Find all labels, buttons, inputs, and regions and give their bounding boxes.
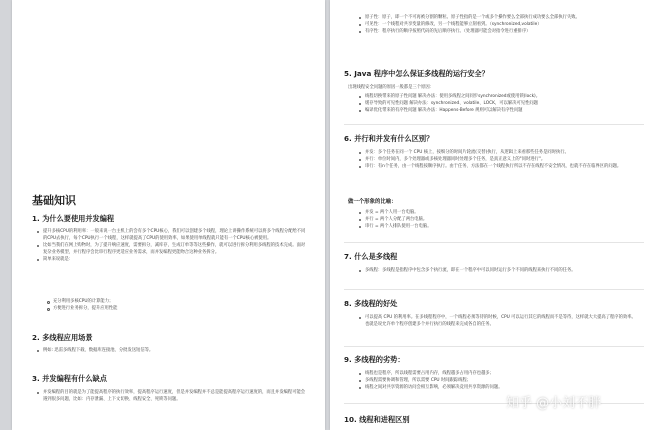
list-item: 例如: 迅雷多线程下载、数据库连接池、分批发送短信等。 [36,347,308,354]
section-heading-5: 5. Java 程序中怎么保证多线程的运行安全？ [344,69,489,78]
divider [344,289,644,290]
section-3-list [36,389,308,403]
list-item: 串行 = 两个人排队使用一台电脑。 [358,223,640,230]
right-page [330,0,661,430]
section-7-list [358,267,640,274]
list-item: 编译优化带来的有序性问题 解决办法：Happens-Before 规则可以解决有序性问题 [358,107,640,114]
watermark: 知乎 @小刘不胖 [506,396,602,411]
section-heading-8: 8. 多线程的好处 [344,299,398,308]
list-item: 并发：多个任务在同一个 CPU 核上，按细分的时间片轮流(交替)执行，从逻辑上来看那些任务是同时执行。 [358,149,640,156]
list-item: 并行 = 两个人分配了两台电脑。 [358,216,640,223]
list-item: 可以提高 CPU 的利用率。在多线程程序中，一个线程必须等待的时候，CPU 可以运行其它的线程而不是等待，这样就大大提高了程序的效率。也就是说允许单个程序创建多个并行执行的线程来完成各自的任务。 [358,314,640,328]
list-item: 并行：单位时间内，多个处理器或多核处理器同时处理多个任务，是真正意义上的"同时进行"。 [358,156,640,163]
section-1-sublist [46,298,296,312]
section-1-list [36,228,308,263]
section-9-list [358,370,640,391]
section-heading-2: 2. 多线程应用场景 [32,333,93,342]
top-list [358,14,640,35]
section-heading-3: 3. 并发编程有什么缺点 [32,374,107,383]
list-item: 线程之间对共享资源的访问会相互影响，必须解决竞用共享资源的问题。 [358,384,640,391]
list-item: 简单来说就是： [36,256,308,263]
list-item: 多线程需要协调和管理，所以需要 CPU 时间跟踪线程； [358,377,640,384]
divider [344,124,644,125]
left-page [12,0,325,430]
section-2-list [36,347,308,354]
analogy-list [358,209,640,230]
page-title: 基础知识 [32,194,76,207]
list-item: 线程切换带来的原子性问题 解决办法：使用多线程之间同步synchronized或使用锁(lock)。 [358,93,640,100]
section-6-list [358,149,640,170]
list-item: 有序性：程序执行的顺序按照代码的先后顺序执行。（处理器可能会对指令进行重排序） [358,28,640,35]
list-item: 充分利用多核CPU的计算能力； [46,298,296,305]
list-item: 并发 = 两个人用一台电脑。 [358,209,640,216]
list-item: 串行：有n个任务，由一个线程按顺序执行。由于任务、方法都在一个线程执行所以不存在线程不安全情况，也就不存在临界区的问题。 [358,163,640,170]
list-item: 并发编程的目的就是为了能提高程序的执行效率，提高程序运行速度，但是并发编程并不总是能提高程序运行速度的，而且并发编程可能会遇到很多问题，比如：内存泄漏、上下文切换、线程安全、死锁等问题。 [36,389,308,403]
section-5-list [358,93,640,114]
list-item: 比如当我们在网上购物时，为了提升响应速度，需要拆分，减库存，生成订单等等这些操作，就可以进行拆分利用多线程的技术完成。面对复杂业务模型，并行程序会比串行程序更适应业务需求，而并发编程更能吻合这种业务拆分。 [36,242,308,256]
list-item: 方便进行业务拆分，提升应用性能 [46,305,296,312]
section-5-intro: 出现线程安全问题的原因一般都是三个原因： [348,85,434,90]
section-heading-1: 1. 为什么要使用并发编程 [32,214,115,223]
list-item: 提升多核CPU的利用率：一般来说一台主机上的会有多个CPU核心，我们可以创建多个线程，理论上讲操作系统可以将多个线程分配给不同的CPU去执行，每个CPU执行一个线程，这样就提高了CPU的使用效率，如果使用单线程就只能有一个CPU核心被使用。 [36,228,308,242]
section-heading-7: 7. 什么是多线程 [344,252,398,261]
section-8-list [358,314,640,328]
list-item: 线程也是程序，所以线程需要占用内存，线程越多占用内存也越多； [358,370,640,377]
divider [344,346,644,347]
list-item: 缓存导致的可见性问题 解决办法：synchronized、volatile、LOCK，可以解决可见性问题 [358,100,640,107]
divider [344,242,644,243]
section-heading-9: 9. 多线程的劣势： [344,355,405,364]
section-heading-10: 10. 线程和进程区别 [344,415,410,424]
list-item: 多线程：多线程是指程序中包含多个执行流，即在一个程序中可以同时运行多个不同的线程来执行不同的任务。 [358,267,640,274]
section-heading-6: 6. 并行和并发有什么区别？ [344,134,434,143]
list-item: 可见性：一个线程对共享变量的修改，另一个线程能够立刻看到。（synchronized,volatile） [358,21,640,28]
list-item: 原子性：原子，即一个不可再被分割的颗粒。原子性指的是一个或多个操作要么全部执行成功要么全部执行失败。 [358,14,640,21]
analogy-title: 做一个形象的比喻： [348,199,397,205]
